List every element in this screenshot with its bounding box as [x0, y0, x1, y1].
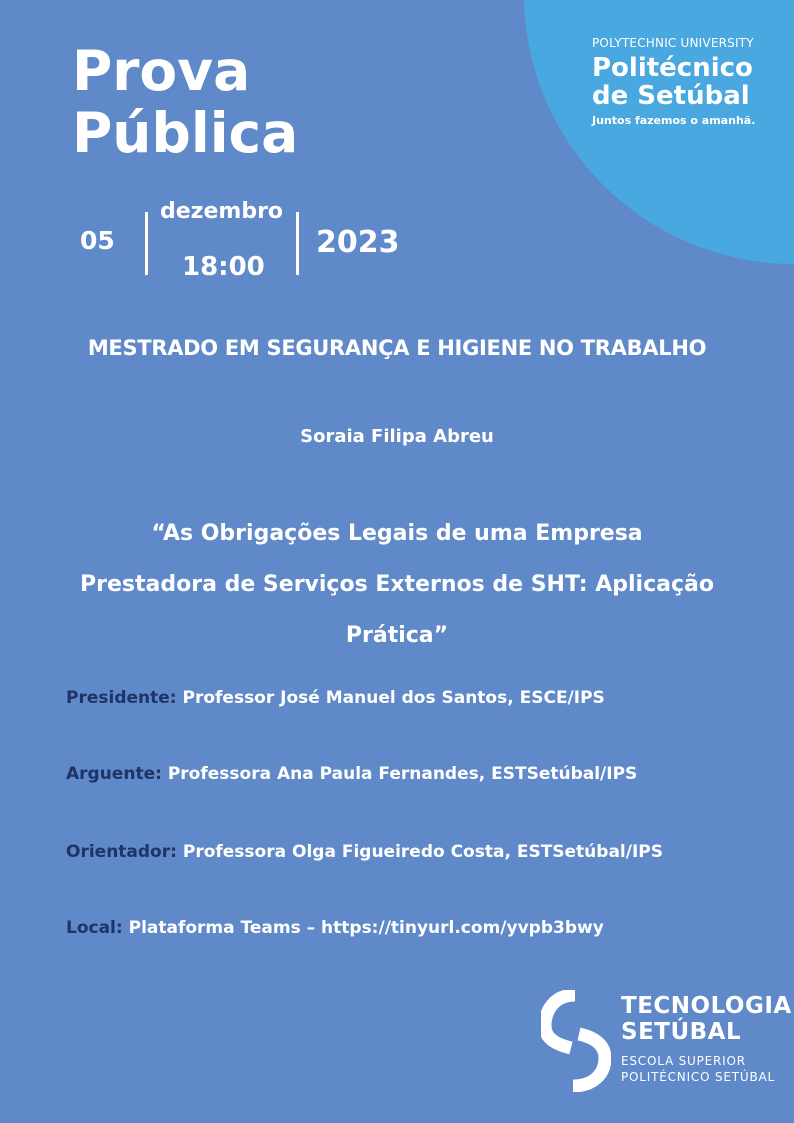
jury-supervisor — [66, 842, 663, 862]
thesis-line3: Prática” — [345, 623, 449, 648]
jury-label: Arguente: — [66, 764, 162, 784]
school-name-line1: TECNOLOGIA — [621, 993, 792, 1019]
logo-top-text: POLYTECHNIC UNIVERSITY — [592, 36, 754, 50]
thesis-title — [0, 508, 794, 661]
jury-value: Professora Olga Figueiredo Costa, ESTSetúbal/IPS — [182, 842, 663, 862]
thesis-line1: “As Obrigações Legais de uma Empresa — [151, 521, 643, 546]
school-logo-mark — [541, 990, 611, 1092]
title-line1: Prova — [72, 39, 251, 103]
event-location — [66, 918, 604, 938]
jury-value: Professora Ana Paula Fernandes, ESTSetúbal/IPS — [167, 764, 638, 784]
school-subtitle-line2: POLITÉCNICO SETÚBAL — [621, 1070, 775, 1084]
date-separator — [296, 212, 299, 275]
jury-president — [66, 688, 605, 708]
logo-name-line1: Politécnico — [592, 53, 753, 83]
school-subtitle-line1: ESCOLA SUPERIOR — [621, 1054, 746, 1068]
ips-logo — [592, 36, 755, 127]
location-value: Plataforma Teams – https://tinyurl.com/yvpb3bwy — [128, 918, 604, 938]
jury-label: Presidente: — [66, 688, 177, 708]
page-title — [72, 40, 298, 164]
event-month: dezembro — [160, 199, 284, 224]
event-year: 2023 — [316, 225, 400, 260]
date-separator — [145, 212, 148, 275]
program-name: MESTRADO EM SEGURANÇA E HIGIENE NO TRABALHO — [87, 336, 707, 360]
title-line2: Pública — [72, 101, 299, 165]
thesis-line2: Prestadora de Serviços Externos de SHT: Aplicação — [80, 572, 714, 597]
school-name-line2: SETÚBAL — [621, 1019, 742, 1045]
jury-label: Orientador: — [66, 842, 177, 862]
student-name: Soraia Filipa Abreu — [300, 426, 494, 447]
logo-name-line2: de Setúbal — [592, 81, 750, 111]
logo-tagline: Juntos fazemos o amanhã. — [592, 114, 756, 127]
event-time: 18:00 — [182, 252, 265, 282]
jury-examiner — [66, 764, 637, 784]
jury-value: Professor José Manuel dos Santos, ESCE/IPS — [182, 688, 605, 708]
event-day: 05 — [80, 226, 115, 255]
school-logo — [621, 993, 792, 1085]
location-label: Local: — [66, 918, 123, 938]
